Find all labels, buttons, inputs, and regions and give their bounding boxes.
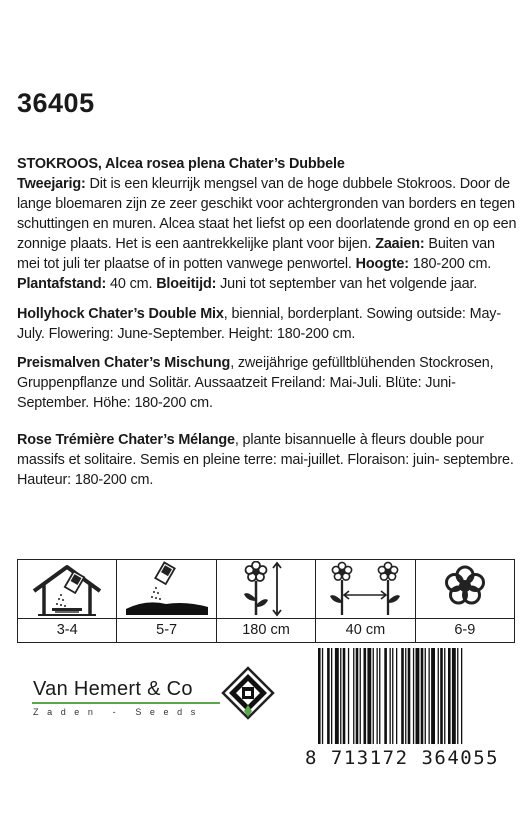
icon-cell-outdoor-sowing [117, 560, 216, 642]
german-title: Preismalven Chater’s Mischung [17, 355, 231, 371]
french-title: Rose Trémière Chater’s Mélange [17, 432, 235, 448]
description-dutch [17, 154, 517, 294]
description-english [17, 304, 517, 344]
dutch-hoogte: 180-200 cm. [408, 256, 492, 272]
product-code: 36405 [17, 88, 95, 118]
dutch-plantafstand: 40 cm. [106, 276, 157, 292]
dutch-zaaien-label: Zaaien: [375, 236, 425, 252]
english-title: Hollyhock Chater’s Double Mix [17, 306, 224, 322]
barcode-icon [318, 648, 518, 748]
dutch-hoogte-label: Hoogte: [355, 256, 409, 272]
cultivation-icons-strip [17, 559, 515, 643]
flowering-icon [420, 561, 510, 617]
brand-logo-icon [220, 665, 276, 721]
plant-spacing-icon [320, 561, 410, 617]
flowering-label: 6-9 [416, 618, 514, 642]
icon-cell-greenhouse-sowing [18, 560, 117, 642]
dutch-tweejarig-label: Tweejarig: [17, 176, 86, 192]
dutch-plantafstand-label: Plantafstand: [17, 276, 107, 292]
german-description: , zweijährige gefülltblühenden Stockrosen, Gruppenpflanze und Solitär. Aussaatzeit Freiland: Mai-Juli. Blüte: Juni-September. Höhe: 180-200 cm. [17, 355, 494, 411]
dutch-bloeitijd: Juni tot september van het volgende jaar. [216, 276, 478, 292]
outdoor-sowing-icon [122, 561, 212, 617]
description-french [17, 430, 517, 490]
greenhouse-sowing-label: 3-4 [18, 618, 116, 642]
icon-cell-plant-height [217, 560, 316, 642]
dutch-description: Dit is een kleurrijk mengsel van de hoge dubbele Stokroos. Door de lange bloemaren zijn ze zeer geschikt voor achtergronden van borders en tegen schuttingen en muren. Alcea staat het liefst op een doorlatende grond en op een zonnige plaats. Het is een aantrekkelijke plant voor bijen. [17, 176, 517, 252]
brand-underline [32, 702, 220, 704]
icon-cell-flowering [416, 560, 514, 642]
outdoor-sowing-label: 5-7 [117, 618, 215, 642]
plant-height-icon [221, 561, 311, 617]
dutch-bloeitijd-label: Bloeitijd: [156, 276, 217, 292]
brand-name: Van Hemert & Co [33, 678, 193, 700]
english-description: , biennial, borderplant. Sowing outside: May-July. Flowering: June-September. Height: 180-200 cm. [17, 306, 501, 342]
plant-height-label: 180 cm [217, 618, 315, 642]
greenhouse-sowing-icon [22, 561, 112, 617]
dutch-title: STOKROOS, Alcea rosea plena Chater’s Dubbele [17, 156, 345, 172]
icon-cell-plant-spacing [316, 560, 415, 642]
plant-spacing-label: 40 cm [316, 618, 414, 642]
barcode-number: 8 713172 364055 [305, 747, 500, 769]
french-description: , plante bisannuelle à fleurs double pour massifs et solitaire. Semis en pleine terre: mai-juillet. Floraison: juin- septembre. Hauteur: 180-200 cm. [17, 432, 514, 488]
description-german [17, 353, 517, 413]
dutch-zaaien: Buiten van mei tot juli ter plaatse of in potten vanwege penwortel. [17, 236, 495, 272]
brand-tagline: Zaden - Seeds [33, 707, 204, 717]
